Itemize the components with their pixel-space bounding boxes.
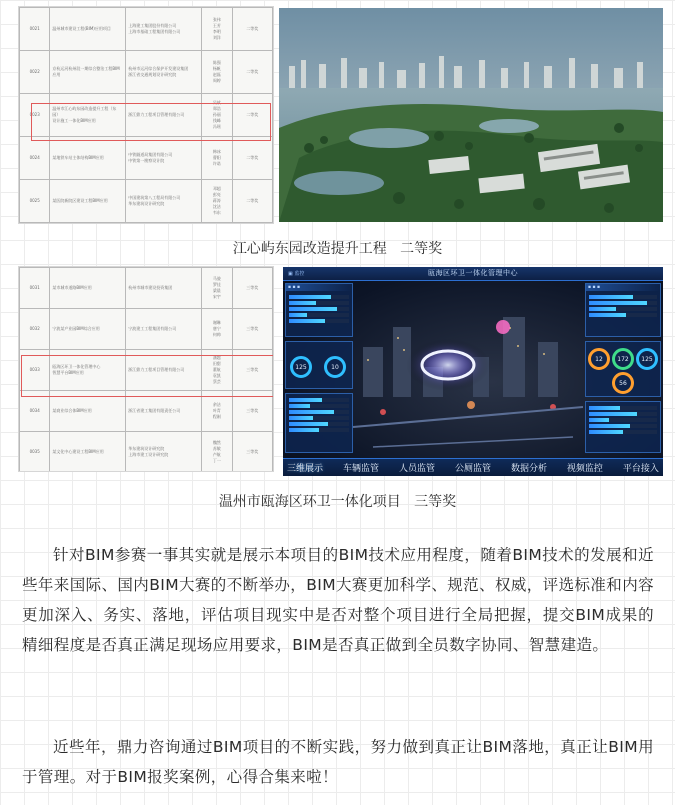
table-cell-project: 某市城市道路BIM应用 [50,268,126,309]
table-cell-award: 二等奖 [232,51,273,94]
caption-award-2: 温州市瓯海区环卫一体化项目 三等奖 [218,494,457,510]
table-row [20,309,273,350]
table-cell-no: 0025 [20,180,50,223]
table-cell-no: 0022 [20,51,50,94]
table-row [20,8,273,51]
table-cell-people: 陈强 杨帆 赵磊 周婷 [202,51,232,94]
table-row [20,391,273,432]
table-cell-project: 宁波某产业园BIM综合应用 [50,309,126,350]
tab-4[interactable]: 数据分析 [510,464,547,474]
gauge: 10 [324,356,346,378]
table-cell-no: 0035 [20,432,50,473]
table-cell-units: 浙江省建工集团有限责任公司 [126,391,202,432]
sanitation-dashboard [283,267,663,476]
table-cell-award: 二等奖 [232,94,273,137]
table-cell-people: 谢琳 唐宁 何帅 [202,309,232,350]
right-panel-stats [585,283,661,337]
table-cell-units: 华东建筑设计研究院 上海市建工设计研究院 [126,432,202,473]
table-cell-award: 三等奖 [232,268,273,309]
table-row [20,94,273,137]
table-cell-award: 二等奖 [232,137,273,180]
table-cell-project: 温州市江心屿东园改造提升工程（东园） 设计施工一体化BIM应用 [50,94,126,137]
table-cell-units: 杭州市运河综合保护开发建设集团 浙江省交通规划设计研究院 [126,51,202,94]
stat-bar [589,307,657,311]
tab-5[interactable]: 视频监控 [566,464,603,474]
table-cell-units: 上海建工集团股份有限公司 上海市基础工程集团有限公司 [126,8,202,51]
table-cell-people: 魏然 苏敏 卢航 丁一 [202,432,232,473]
gauge: 12 [588,348,610,370]
gauge: 172 [612,348,634,370]
table-cell-people: 马骏 罗佳 梁晨 宋宇 [202,268,232,309]
caption-award-1: 江心屿东园改造提升工程 二等奖 [232,241,443,257]
table-cell-units: 浙江鼎力工程项目管理有限公司 [126,94,202,137]
panel-title-left-1: ▪ ▪ ▪ [286,284,352,291]
city-3d-view [353,287,583,457]
gauge: 125 [290,356,312,378]
stat-bar [289,313,349,317]
stat-bar [589,412,657,416]
table-cell-people: 张伟 王芳 李明 刘洋 [202,8,232,51]
left-panel-list [285,393,353,453]
dashboard-tabbar [283,458,663,476]
table-cell-project: 温州城市建设工程(BIM)应用项目 [50,8,126,51]
tab-1[interactable]: 车辆监管 [342,464,379,474]
table-cell-project: 某地铁车站主体结构BIM应用 [50,137,126,180]
stat-bar [589,295,657,299]
table-cell-units: 浙江鼎力工程项目管理有限公司 [126,350,202,391]
table-cell-no: 0024 [20,137,50,180]
paragraph-dingli-practice: 近些年，鼎力咨询通过BIM项目的不断实践，努力做到真正让BIM落地，真正让BIM用于管理。对于BIM报奖案例，心得合集来啦！ [22,738,654,786]
award-list-scan-2 [18,266,274,472]
dashboard-topbar [283,267,663,281]
table-cell-units: 中铁隧道局集团有限公司 中铁第一勘察设计院 [126,137,202,180]
table-cell-award: 三等奖 [232,391,273,432]
table-cell-people: 潘越 田甜 董航 袁凯 蔡芸 [202,350,232,391]
award-table-2 [19,267,273,472]
tab-2[interactable]: 人员监管 [398,464,435,474]
stat-bar [589,424,657,428]
stat-bar [289,416,349,420]
table-row [20,180,273,223]
table-cell-award: 三等奖 [232,350,273,391]
table-cell-units: 中国建筑第八工程局有限公司 华东建筑设计研究院 [126,180,202,223]
table-cell-project: 某文化中心建设工程BIM应用 [50,432,126,473]
stat-bar [289,428,349,432]
table-cell-award: 二等奖 [232,8,273,51]
stat-bar [289,404,349,408]
stat-bar [289,307,349,311]
left-panel-gauges [285,341,353,389]
table-cell-units: 宁波建工工程集团有限公司 [126,309,202,350]
stat-bar [289,319,349,323]
stat-bar [589,301,657,305]
table-cell-no: 0021 [20,8,50,51]
left-panel-stats [285,283,353,337]
tab-3[interactable]: 公厕监管 [454,464,491,474]
right-panel-gauges [585,341,661,397]
panel-title-right-1: ▪ ▪ ▪ [586,284,660,291]
table-cell-project: 某医院新院区建设工程BIM应用 [50,180,126,223]
dashboard-logo: ▣ 监控 [288,271,305,277]
award-list-scan-1 [18,6,274,224]
stat-bar [589,418,657,422]
table-row [20,350,273,391]
table-cell-people: 韩冰 曹阳 许诺 [202,137,232,180]
right-panel-list [585,401,661,453]
stat-bar [589,406,657,410]
table-cell-people: 余洁 叶青 程刚 [202,391,232,432]
table-row [20,137,273,180]
stat-bar [289,422,349,426]
table-cell-award: 三等奖 [232,309,273,350]
stat-bar [589,313,657,317]
table-cell-units: 杭州市城市建设投资集团 [126,268,202,309]
dashboard-title: 瓯海区环卫一体化管理中心 [428,270,518,277]
stat-bar [289,398,349,402]
gauge: 125 [636,348,658,370]
table-row [20,268,273,309]
table-cell-award: 三等奖 [232,432,273,473]
table-cell-people: 邓超 彭亮 蒋涛 沈洁 韦东 [202,180,232,223]
table-row [20,432,273,473]
tab-6[interactable]: 平台接入 [622,464,659,474]
table-cell-award: 二等奖 [232,180,273,223]
table-cell-no: 0031 [20,268,50,309]
table-cell-no: 0023 [20,94,50,137]
table-cell-no: 0032 [20,309,50,350]
photo-jiangxinyu-park [279,8,663,222]
table-cell-no: 0034 [20,391,50,432]
stat-bar [289,410,349,414]
table-cell-project: 某商业综合体BIM应用 [50,391,126,432]
table-cell-project: 瓯海区环卫一体化管理中心 智慧平台BIM应用 [50,350,126,391]
paragraph-bim-competition: 针对BIM参赛一事其实就是展示本项目的BIM技术应用程度，随着BIM技术的发展和近些年来国际、国内BIM大赛的不断举办，BIM大赛更加科学、规范、权威，评选标准和内容更加深入、务实、落地，评估项目现实中是否对整个项目进行全局把握，提交BIM成果的精细程度是否真正满足现场应用要求，BIM是否真正做到全员数字协同、智慧建造。 [22,546,654,654]
table-cell-people: 吴斌 郑浩 孙丽 钱峰 冯瑶 [202,94,232,137]
table-cell-project: 京杭运河杭州段一期综合整治工程BIM应用 [50,51,126,94]
stat-bar [589,430,657,434]
table-cell-no: 0033 [20,350,50,391]
gauge: 56 [612,372,634,394]
tab-0[interactable]: 三维展示 [287,464,324,474]
stat-bar [289,295,349,299]
award-table-1 [19,7,273,223]
stat-bar [289,301,349,305]
table-row [20,51,273,94]
